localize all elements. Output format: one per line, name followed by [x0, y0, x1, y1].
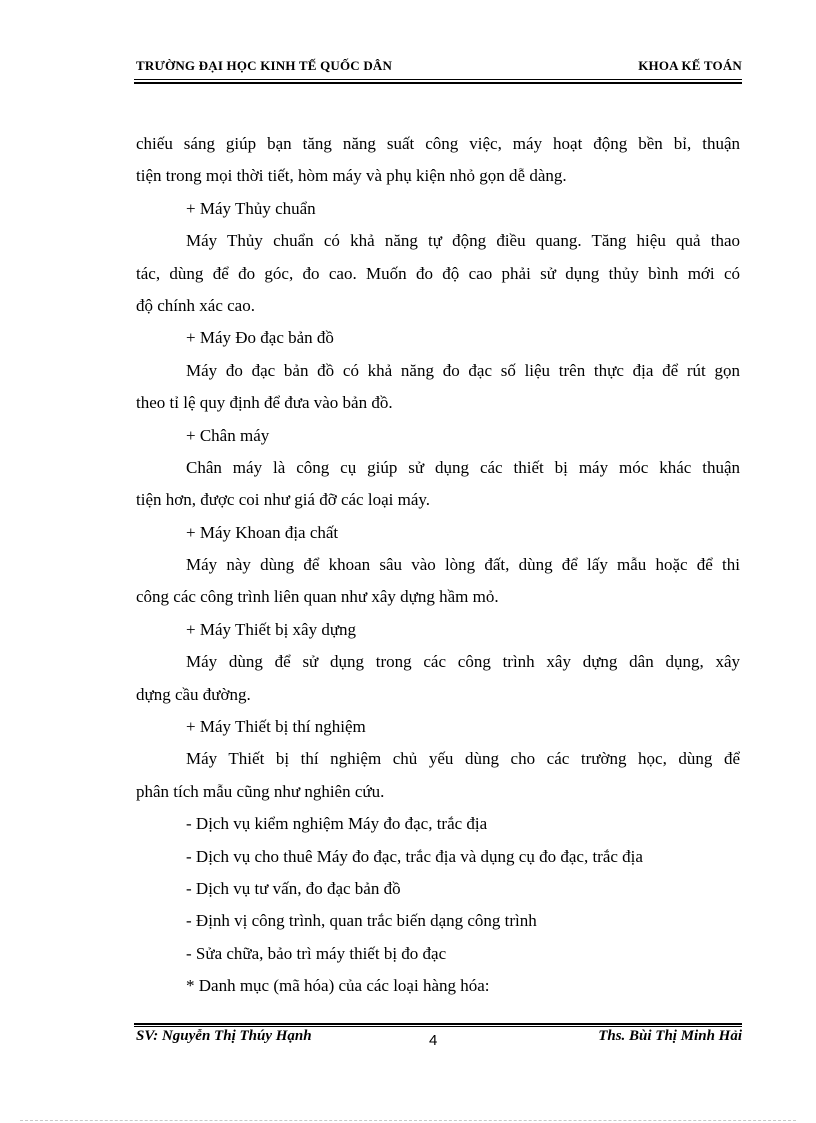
header-rule-thin [134, 79, 742, 80]
list-item: - Sửa chữa, bảo trì máy thiết bị đo đạc [186, 943, 447, 963]
list-item: - Dịch vụ cho thuê Máy đo đạc, trắc địa và dụng cụ đo đạc, trắc địa [186, 846, 643, 866]
section-heading: * Danh mục (mã hóa) của các loại hàng hóa: [186, 976, 490, 996]
page-header [136, 58, 742, 78]
section-heading: + Máy Thiết bị xây dựng [186, 619, 357, 639]
body-line: chiếu sáng giúp bạn tăng năng suất công việc, máy hoạt động bền bỉ, thuận [136, 134, 740, 153]
body-line: Máy dùng để sử dụng trong các công trình xây dựng dân dụng, xây [186, 652, 740, 672]
section-heading: + Máy Thủy chuẩn [186, 198, 316, 218]
header-university: TRƯỜNG ĐẠI HỌC KINH TẾ QUỐC DÂN [136, 58, 393, 73]
body-line: tiện hơn, được coi như giá đỡ các loại máy. [136, 490, 431, 510]
body-line: Máy này dùng để khoan sâu vào lòng đất, dùng để lấy mẫu hoặc để thi [186, 555, 740, 575]
body-line: Máy đo đạc bản đồ có khả năng đo đạc số liệu trên thực địa để rút gọn [186, 360, 740, 380]
page-footer [136, 1028, 742, 1050]
body-line: tiện trong mọi thời tiết, hòm máy và phụ kiện nhỏ gọn dễ dàng. [136, 166, 567, 186]
body-line: tác, dùng để đo góc, đo cao. Muốn đo độ cao phải sử dụng thủy bình mới có [136, 263, 740, 283]
footer-rule-thin [134, 1026, 742, 1027]
body-line: dựng cầu đường. [136, 684, 251, 704]
footer-student-name: SV: Nguyễn Thị Thúy Hạnh [136, 1028, 312, 1044]
footer-rule-thick [134, 1023, 742, 1025]
header-faculty: KHOA KẾ TOÁN [638, 58, 742, 73]
page-edge-divider [20, 1120, 796, 1121]
body-line: Chân máy là công cụ giúp sử dụng các thiết bị máy móc khác thuận [186, 457, 740, 477]
section-heading: + Chân máy [186, 425, 270, 445]
footer-supervisor-name: Ths. Bùi Thị Minh Hải [598, 1028, 742, 1044]
section-heading: + Máy Thiết bị thí nghiệm [186, 717, 366, 737]
body-line: công các công trình liên quan như xây dựng hầm mỏ. [136, 587, 499, 607]
body-line: độ chính xác cao. [136, 295, 255, 315]
body-line: phân tích mẫu cũng như nghiên cứu. [136, 781, 385, 801]
section-heading: + Máy Khoan địa chất [186, 522, 339, 542]
header-rule-thick [134, 82, 742, 84]
body-line: Máy Thủy chuẩn có khả năng tự động điều quang. Tăng hiệu quả thao [186, 231, 740, 251]
list-item: - Dịch vụ tư vấn, đo đạc bản đồ [186, 878, 401, 898]
body-text [136, 128, 740, 1003]
body-line: Máy Thiết bị thí nghiệm chủ yếu dùng cho các trường học, dùng để [186, 749, 740, 769]
body-line: theo tỉ lệ quy định để đưa vào bản đồ. [136, 393, 393, 413]
page-number: 4 [429, 1032, 438, 1049]
list-item: - Dịch vụ kiểm nghiệm Máy đo đạc, trắc địa [186, 814, 488, 834]
list-item: - Định vị công trình, quan trắc biến dạng công trình [186, 911, 537, 931]
section-heading: + Máy Đo đạc bản đồ [186, 328, 334, 348]
